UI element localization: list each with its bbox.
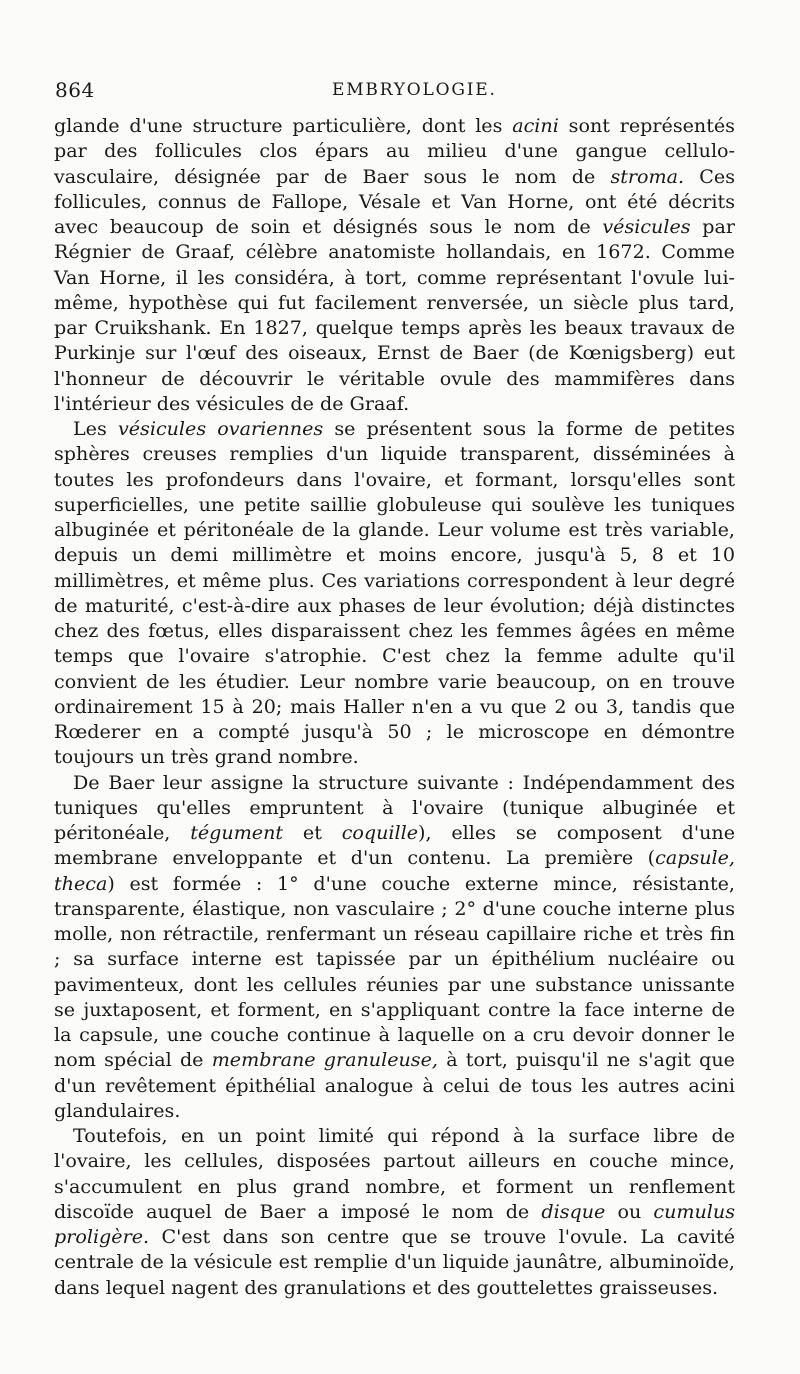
text-run: Les: [73, 417, 118, 440]
italic-term: disque: [541, 1199, 606, 1223]
body-text: [54, 113, 735, 1300]
text-run: Ces follicules, connus de Fallope, Vésale et Van Horne, ont été décrits avec beaucoup de soin et désignés sous le nom de: [54, 164, 735, 238]
italic-term: cumulus proligère.: [54, 1199, 735, 1248]
italic-term: tégument: [190, 821, 284, 844]
italic-term: coquille: [341, 821, 419, 844]
text-run: se présentent sous la forme de petites sphères creuses remplies d'un liquide transparent, disséminées à toutes les profondeurs dans l'ovaire, et formant, lorsqu'elles sont superficielles, une petite saillie globuleuse qui soulève les tuniques albuginée et péritonéale de la glande. Leur volume est très variable, depuis un demi millimètre et moins encore, jusqu'à 5, 8 et 10 millimètres, et même plus. Ces variations correspondent à leur degré de maturité, c'est-à-dire aux phases de leur évolution; déjà distinctes chez des fœtus, elles disparaissent chez les femmes âgées en même temps que l'ovaire s'atrophie. C'est chez la femme adulte qu'il convient de les étudier. Leur nombre varie beaucoup, on en trouve ordinairement 15 à 20; mais Haller n'en a vu que 2 ou 3, tandis que Rœderer en a compté jusqu'à 50 ; le microscope en démontre toujours un très grand nombre.: [54, 417, 735, 769]
text-run: glande d'une structure particulière, dont les: [54, 114, 513, 137]
text-run: à tort, puisqu'il ne s'agit que d'un revêtement épithélial analogue à celui de tous les autres acini glandulaires.: [54, 1048, 735, 1122]
italic-term: stroma.: [610, 164, 685, 188]
italic-term: capsule, theca: [54, 846, 735, 895]
text-run: ) est formée : 1° d'une couche externe mince, résistante, transparente, élastique, non vasculaire ; 2° d'une couche interne plus molle, non rétractile, renfermant un réseau capillaire riche et très fin ; sa surface interne est tapissée par un épithélium nucléaire ou pavimenteux, dont les cellules réunies par une substance unissante se juxtaposent, et forment, en s'appliquant contre la face interne de la capsule, une couche continue à laquelle on a cru devoir donner le nom spécial de: [54, 871, 735, 1072]
text-run: De Baer leur assigne la structure suivante : Indépendamment des tuniques qu'elles empruntent à l'ovaire (tunique albuginée et péritonéale,: [54, 770, 735, 844]
paragraph: [54, 113, 735, 416]
paragraph: [54, 1123, 735, 1300]
text-run: ou: [605, 1199, 654, 1223]
paragraph: [54, 416, 735, 770]
italic-term: vésicules: [602, 215, 691, 238]
page-header: [55, 78, 735, 108]
text-run: Toutefois, en un point limité qui répond à la surface libre de l'ovaire, les cellules, disposées partout ailleurs en couche mince, s'accumulent en plus grand nombre, et forment un renflement discoïde auquel de Baer a imposé le nom de: [54, 1124, 735, 1223]
italic-term: membrane granuleuse,: [211, 1048, 438, 1072]
text-run: ), elles se composent d'une membrane enveloppante et d'un contenu. La première (: [54, 821, 735, 870]
italic-term: acini: [512, 114, 559, 137]
page-number: 864: [55, 78, 95, 102]
running-head: EMBRYOLOGIE.: [332, 80, 497, 100]
text-run: sont représentés par des follicules clos épars au milieu d'une gangue cellulo-vasculaire, désignée par de Baer sous le nom de: [54, 114, 735, 188]
text-run: C'est dans son centre que se trouve l'ovule. La cavité centrale de la vésicule est remplie d'un liquide jaunâtre, albuminoïde, dans lequel nagent des granulations et des gouttelettes graisseuses.: [54, 1225, 735, 1299]
text-run: par Régnier de Graaf, célèbre anatomiste hollandais, en 1672. Comme Van Horne, il les considéra, à tort, comme représentant l'ovule lui-même, hypothèse qui fut facilement renversée, un siècle plus tard, par Cruikshank. En 1827, quelque temps après les beaux travaux de Purkinje sur l'œuf des oiseaux, Ernst de Baer (de Kœnigsberg) eut l'honneur de découvrir le véritable ovule des mammifères dans l'intérieur des vésicules de de Graaf.: [54, 215, 735, 415]
paragraph: [54, 770, 735, 1124]
italic-term: vésicules ovariennes: [117, 417, 324, 440]
text-run: et: [283, 821, 342, 844]
